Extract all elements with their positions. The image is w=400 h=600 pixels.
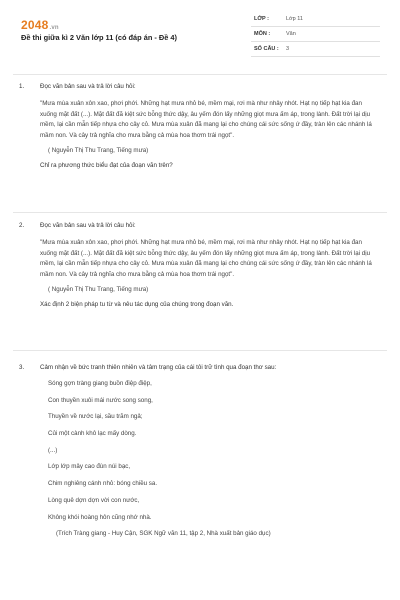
poem-excerpt bbox=[48, 380, 380, 537]
question-number: 3. bbox=[19, 364, 25, 371]
meta-key: MÔN : bbox=[254, 31, 271, 37]
meta-value: 3 bbox=[286, 46, 290, 52]
question-body bbox=[40, 364, 380, 537]
question-prompt: Chỉ ra phương thức biểu đạt của đoạn văn trên? bbox=[40, 162, 173, 170]
reading-passage: "Mưa mùa xuân xôn xao, phơi phới. Những hạt mưa nhỏ bé, mềm mại, rơi mà như nhảy nhót. Hạt nọ tiếp hạt kia đan xuống mặt đất (...). Mặt đất đã kiệt sức bỗng thức dậy, âu yếm đón lấy những giọt mưa ấm áp, trong lành. Đất trời lại dịu mềm, lại cần mẫn tiếp nhựa cho cây cỏ. Mưa mùa xuân đã mang lại cho chúng cái sức sống ứ đầy, tràn lên các nhánh lá mầm non. Và cây trả nghĩa cho mưa bằng cả mùa hoa thơm trái ngọt". bbox=[40, 239, 372, 278]
poem-line: (...) bbox=[48, 446, 58, 454]
meta-key: SỐ CÂU : bbox=[254, 46, 279, 52]
question-body bbox=[40, 83, 380, 169]
poem-line: Củi một cành khô lạc mấy dòng. bbox=[48, 430, 137, 438]
question-instruction: Đọc văn bản sau và trả lời câu hỏi: bbox=[40, 83, 136, 90]
poem-line: Thuyền về nước lại, sầu trăm ngả; bbox=[48, 413, 143, 421]
exam-header bbox=[0, 0, 400, 74]
poem-line: Con thuyền xuôi mái nước song song, bbox=[48, 396, 153, 404]
question-body bbox=[40, 222, 380, 308]
exam-title: Đề thi giữa kì 2 Văn lớp 11 (có đáp án - Đề 4) bbox=[21, 33, 177, 42]
passage-source: ( Nguyễn Thị Thu Trang, Tiếng mưa) bbox=[48, 286, 149, 294]
question-number: 1. bbox=[19, 83, 25, 90]
poem-line: Sóng gợn tràng giang buồn điệp điệp, bbox=[48, 380, 152, 387]
passage-source: ( Nguyễn Thị Thu Trang, Tiếng mưa) bbox=[48, 147, 149, 155]
reading-passage: "Mưa mùa xuân xôn xao, phơi phới. Những hạt mưa nhỏ bé, mềm mại, rơi mà như nhảy nhót. Hạt nọ tiếp hạt kia đan xuống mặt đất (...). Mặt đất đã kiệt sức bỗng thức dậy, âu yếm đón lấy những giọt mưa ấm áp, trong lành. Đất trời lại dịu mềm, lại cần mẫn tiếp nhựa cho cây cỏ. Mưa mùa xuân đã mang lại cho chúng cái sức sống ứ đầy, tràn lên các nhánh lá mầm non. Và cây trả nghĩa cho mưa bằng cả mùa hoa thơm trái ngọt". bbox=[40, 100, 372, 139]
meta-row-grade bbox=[251, 12, 380, 27]
site-logo[interactable] bbox=[21, 18, 59, 32]
poem-line: Chim nghiêng cánh nhỏ: bóng chiều sa. bbox=[48, 480, 158, 488]
meta-key: LỚP : bbox=[254, 16, 269, 22]
question-divider bbox=[13, 350, 387, 351]
poem-line: Lòng quê dợn dợn vời con nước, bbox=[48, 496, 140, 504]
poem-line: Không khói hoàng hôn cũng nhớ nhà. bbox=[48, 513, 152, 521]
question-number: 2. bbox=[19, 222, 25, 229]
exam-meta-table bbox=[251, 12, 380, 57]
poem-source: (Trích Tràng giang - Huy Cận, SGK Ngữ văn 11, tập 2, Nhà xuất bản giáo dục) bbox=[56, 530, 271, 538]
question-divider bbox=[13, 212, 387, 213]
poem-line: Lớp lớp mây cao đùn núi bạc, bbox=[48, 463, 131, 471]
question-instruction: Cảm nhận về bức tranh thiên nhiên và tâm trạng của cái tôi trữ tình qua đoạn thơ sau: bbox=[40, 364, 277, 371]
question-instruction: Đọc văn bản sau và trả lời câu hỏi: bbox=[40, 222, 136, 229]
meta-row-subject bbox=[251, 27, 380, 42]
meta-value: Văn bbox=[286, 31, 296, 37]
header-divider bbox=[13, 74, 387, 75]
question-prompt: Xác định 2 biện pháp tu từ và nêu tác dụng của chúng trong đoạn văn. bbox=[40, 301, 234, 309]
logo-main: 2048 bbox=[21, 18, 49, 32]
meta-row-count bbox=[251, 42, 380, 57]
meta-value: Lớp 11 bbox=[286, 16, 303, 22]
logo-tld: .vn bbox=[49, 25, 59, 31]
